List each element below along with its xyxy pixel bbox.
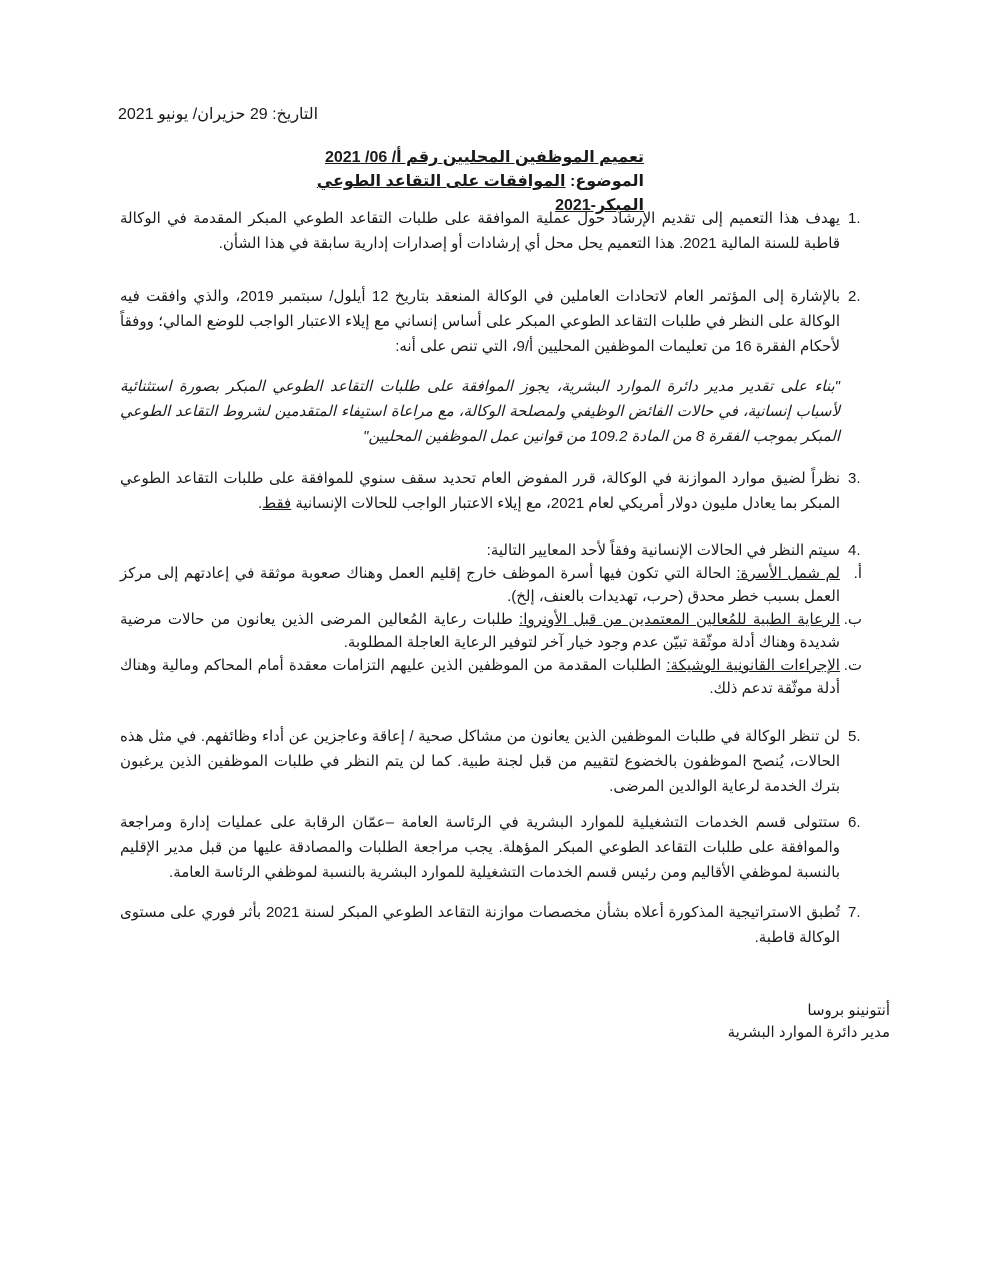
paragraph-4	[120, 539, 862, 700]
paragraph-5	[120, 724, 861, 799]
criterion-marker: ب.	[843, 611, 862, 628]
emphasis-only: فقط	[262, 495, 292, 512]
document-date: التاريخ: 29 حزيران/ يونيو 2021	[118, 106, 319, 123]
criterion-heading: الرعاية الطبية للمُعالين المعتمدين من قبل الأونروا:	[519, 611, 840, 628]
paragraph-number: 1.	[848, 210, 861, 227]
paragraph-6	[120, 810, 861, 885]
circular-title: تعميم الموظفين المحليين رقم أ/ 06/ 2021	[324, 149, 644, 166]
paragraph-text: نظراً لضيق موارد الموازنة في الوكالة، قرر المفوض العام تحديد سقف سنوي للموافقة على طلبات التقاعد الطوعي المبكر بما يعادل مليون دولار أمريكي لعام 2021، مع إيلاء الاعتبار الواجب للحالات الإنسانية فقط.	[120, 470, 840, 512]
paragraph-number: 7.	[848, 904, 861, 921]
criterion-legal-proceedings	[120, 654, 862, 700]
paragraph-number: 4.	[848, 542, 861, 559]
criterion-medical-care	[120, 608, 862, 654]
paragraph-3	[120, 466, 861, 516]
paragraph-text: تُطبق الاستراتيجية المذكورة أعلاه بشأن مخصصات موازنة التقاعد الطوعي المبكر لسنة 2021 بأثر فوري على مستوى الوكالة قاطبة.	[120, 904, 840, 946]
paragraph-text: سيتم النظر في الحالات الإنسانية وفقاً لأحد المعايير التالية:	[486, 542, 840, 559]
quoted-regulation	[120, 374, 840, 449]
criterion-heading: الإجراءات القانونية الوشيكة:	[666, 657, 840, 674]
paragraph-number: 5.	[848, 728, 861, 745]
paragraph-text: بالإشارة إلى المؤتمر العام لاتحادات العاملين في الوكالة المنعقد بتاريخ 12 أيلول/ سبتمبر 2019، والذي وافقت فيه الوكالة على النظر في طلبات التقاعد الطوعي المبكر على أساس إنساني مع إيلاء الاعتبار الواجب للوضع المالي؛ ووفقاً لأحكام الفقرة 16 من تعليمات الموظفين المحليين أ/9، التي تنص على أنه:	[120, 288, 840, 355]
quote-text: "بناء على تقدير مدير دائرة الموارد البشرية، يجوز الموافقة على طلبات التقاعد الطوعي المبكر بصورة استثنائية لأسباب إنسانية، في حالات الفائض الوظيفي ولمصلحة الوكالة، مع مراعاة استيفاء المتقدمين لشروط التقاعد الطوعي المبكر بموجب الفقرة 8 من المادة 109.2 من قوانين عمل الموظفين المحليين"	[120, 378, 840, 445]
criterion-marker: ت.	[843, 657, 862, 674]
paragraph-number: 6.	[848, 814, 861, 831]
paragraph-text: يهدف هذا التعميم إلى تقديم الإرشاد حول عملية الموافقة على طلبات التقاعد الطوعي المبكر المقدمة في الوكالة قاطبة للسنة المالية 2021. هذا التعميم يحل محل أي إرشادات أو إصدارات إدارية سابقة في هذا الشأن.	[120, 210, 840, 252]
subject-label: الموضوع:	[570, 173, 644, 190]
paragraph-text: ستتولى قسم الخدمات التشغيلية للموارد البشرية في الرئاسة العامة –عمّان الرقابة على عمليات إدارة ومراجعة والموافقة على طلبات التقاعد الطوعي المبكر المؤهلة. يجب مراجعة الطلبات والمصادقة عليها من قبل مدير الإقليم بالنسبة لموظفي الأقاليم ومن رئيس قسم الخدمات التشغيلية للموارد البشرية بالنسبة لموظفي الرئاسة العامة.	[120, 814, 840, 881]
subject-text: الموافقات على التقاعد الطوعي المبكر-2021	[316, 173, 644, 214]
signatory-name: أنتونينو بروسا	[807, 1002, 890, 1019]
paragraph-number: 2.	[848, 288, 861, 305]
criterion-text: طلبات رعاية المُعالين المرضى الذين يعانون من حالات مرضية شديدة وهناك أدلة موثّقة تبيّن عدم وجود خيار آخر لتوفير الرعاية العاجلة المطلوبة.	[120, 611, 840, 651]
signature-block	[600, 1000, 890, 1044]
signatory-position: مدير دائرة الموارد البشرية	[727, 1024, 890, 1041]
paragraph-number: 3.	[848, 470, 861, 487]
paragraph-1	[120, 206, 861, 256]
criterion-text: الحالة التي تكون فيها أسرة الموظف خارج إقليم العمل وهناك صعوبة موثقة في إعادتهم إلى مركز العمل بسبب خطر محدق (حرب، تهديدات بالعنف، إلخ).	[120, 565, 840, 605]
paragraph-7	[120, 900, 861, 950]
paragraph-2	[120, 284, 861, 359]
criterion-text: الطلبات المقدمة من الموظفين الذين عليهم التزامات معقدة أمام المحاكم ومالية وهناك أدلة موثّقة تدعم ذلك.	[120, 657, 840, 697]
criterion-marker: أ.	[853, 565, 862, 582]
paragraph-text: لن تنظر الوكالة في طلبات الموظفين الذين يعانون من مشاكل صحية / إعاقة وعاجزين عن أداء وظائفهم. في مثل هذه الحالات، يُنصح الموظفون بالخضوع لتقييم من قبل لجنة طبية. كما لن يتم النظر في طلبات الموظفين الذين يرغبون بترك الخدمة لرعاية الوالدين المرضى.	[120, 728, 840, 795]
criterion-family-reunification	[120, 562, 862, 608]
criterion-heading: لم شمل الأسرة:	[736, 565, 840, 582]
